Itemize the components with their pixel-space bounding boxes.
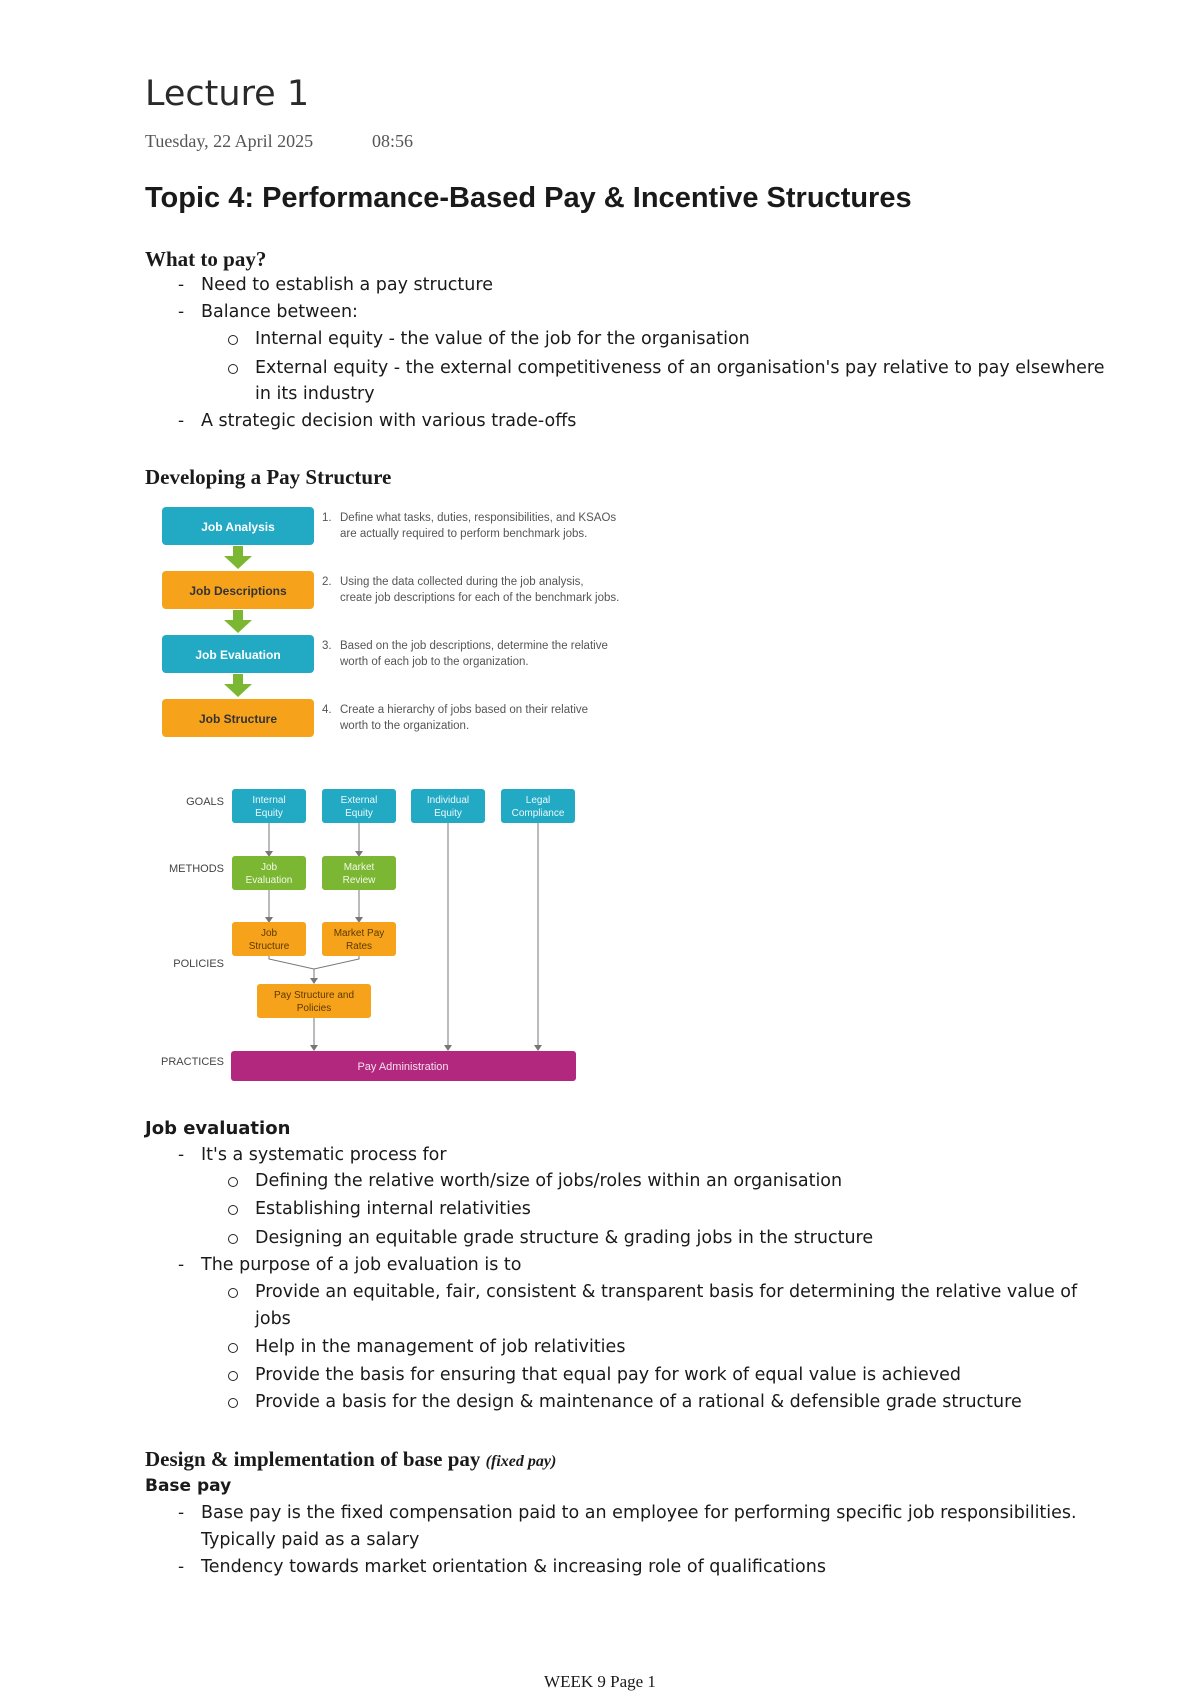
page-date: Tuesday, 22 April 2025 — [145, 131, 314, 151]
flow-step-4 — [162, 699, 588, 737]
svg-text:Market Pay: Market Pay — [333, 928, 385, 939]
base-pay-item-cont: Typically paid as a salary — [201, 1530, 420, 1550]
row-label-methods: METHODS — [169, 863, 224, 875]
svg-text:Policies: Policies — [296, 1003, 332, 1014]
what-to-pay-heading: What to pay? — [145, 247, 267, 271]
policy-market-pay-rates — [322, 922, 396, 956]
step-text: create job descriptions for each of the benchmark jobs. — [340, 592, 620, 604]
job-analysis-label: Job Analysis — [201, 520, 275, 534]
goal-legal-compliance — [501, 789, 575, 823]
pay-structure-flow-diagram — [150, 495, 670, 745]
job-eval-subitem: Designing an equitable grade structure & grading jobs in the structure — [255, 1228, 874, 1248]
what-to-pay-subitem: Internal equity - the value of the job for the organisation — [255, 329, 750, 349]
circle-bullet — [228, 1371, 238, 1381]
dash-bullet: - — [178, 411, 185, 431]
job-eval-subitem: Provide an equitable, fair, consistent & transparent basis for determining the relative value of — [255, 1282, 1078, 1302]
page-time: 08:56 — [372, 131, 414, 151]
row-label-goals: GOALS — [186, 796, 224, 808]
svg-text:Rates: Rates — [345, 941, 373, 952]
developing-heading: Developing a Pay Structure — [145, 465, 392, 489]
dash-bullet: - — [178, 1145, 185, 1165]
step-number: 2. — [322, 576, 332, 588]
job-descriptions-label: Job Descriptions — [189, 584, 287, 598]
flow-arrow — [224, 674, 252, 697]
dash-bullet: - — [178, 1255, 185, 1275]
base-pay-heading-text: Design & implementation of base pay — [145, 1447, 481, 1471]
step-text: Based on the job descriptions, determine the relative — [340, 640, 608, 652]
circle-bullet — [228, 335, 238, 345]
flow-step-2 — [162, 571, 619, 609]
svg-text:Review: Review — [342, 875, 376, 886]
circle-bullet — [228, 364, 238, 374]
step-number: 4. — [322, 704, 332, 716]
base-pay-subheading: Base pay — [145, 1476, 232, 1496]
svg-text:Equity: Equity — [255, 808, 283, 819]
step-number: 1. — [322, 512, 332, 524]
goal-internal-equity — [232, 789, 306, 823]
job-eval-subitem: Establishing internal relativities — [255, 1199, 531, 1219]
what-to-pay-item: A strategic decision with various trade-offs — [201, 411, 577, 431]
svg-text:Market: Market — [343, 862, 375, 873]
step-text: are actually required to perform benchmark jobs. — [340, 528, 588, 540]
what-to-pay-subitem-cont: in its industry — [255, 384, 375, 404]
svg-text:Job: Job — [260, 928, 278, 939]
flow-arrow — [224, 610, 252, 633]
job-eval-subitem: Defining the relative worth/size of jobs/roles within an organisation — [255, 1171, 843, 1191]
circle-bullet — [228, 1343, 238, 1353]
base-pay-heading-note: (fixed pay) — [485, 1453, 557, 1470]
dash-bullet: - — [178, 302, 185, 322]
svg-text:Pay Administration: Pay Administration — [357, 1061, 449, 1073]
dash-bullet: - — [178, 275, 185, 295]
flow-step-1 — [162, 507, 616, 545]
policy-job-structure — [232, 922, 306, 956]
job-eval-subitem: Provide a basis for the design & maintenance of a rational & defensible grade structure — [255, 1392, 1022, 1412]
topic-heading: Topic 4: Performance-Based Pay & Incentive Structures — [145, 182, 912, 214]
step-text: Using the data collected during the job analysis, — [340, 576, 584, 588]
svg-text:Equity: Equity — [434, 808, 462, 819]
step-text: Define what tasks, duties, responsibilities, and KSAOs — [340, 512, 617, 524]
svg-text:Evaluation: Evaluation — [245, 875, 293, 886]
pay-administration-bar — [231, 1051, 576, 1081]
page-title: Lecture 1 — [145, 74, 310, 114]
row-label-practices: PRACTICES — [161, 1056, 224, 1068]
flow-step-3 — [162, 635, 608, 673]
job-structure-label: Job Structure — [198, 712, 278, 726]
job-eval-subitem-cont: jobs — [255, 1309, 291, 1329]
dash-bullet: - — [178, 1503, 185, 1523]
job-eval-subitem: Help in the management of job relativities — [255, 1337, 626, 1357]
svg-text:Individual: Individual — [426, 795, 470, 806]
method-market-review — [322, 856, 396, 890]
base-pay-heading — [145, 1447, 556, 1472]
svg-text:Structure: Structure — [248, 941, 290, 952]
circle-bullet — [228, 1398, 238, 1408]
job-eval-item: The purpose of a job evaluation is to — [201, 1255, 522, 1275]
svg-text:Job: Job — [260, 862, 278, 873]
what-to-pay-item: Balance between: — [201, 302, 358, 322]
goal-external-equity — [322, 789, 396, 823]
pay-framework-diagram — [145, 775, 585, 1095]
svg-text:External: External — [340, 795, 378, 806]
flow-arrow — [224, 546, 252, 569]
svg-text:Compliance: Compliance — [511, 808, 565, 819]
step-text: worth of each job to the organization. — [340, 656, 529, 668]
step-number: 3. — [322, 640, 332, 652]
page-footer: WEEK 9 Page 1 — [544, 1672, 656, 1691]
dash-bullet: - — [178, 1557, 185, 1577]
job-eval-item: It's a systematic process for — [201, 1145, 447, 1165]
step-text: worth to the organization. — [340, 720, 470, 732]
goal-individual-equity — [411, 789, 485, 823]
job-evaluation-heading: Job evaluation — [145, 1118, 291, 1139]
svg-text:Internal: Internal — [252, 795, 286, 806]
circle-bullet — [228, 1234, 238, 1244]
job-eval-subitem: Provide the basis for ensuring that equal pay for work of equal value is achieved — [255, 1365, 961, 1385]
circle-bullet — [228, 1288, 238, 1298]
svg-text:Equity: Equity — [345, 808, 373, 819]
circle-bullet — [228, 1205, 238, 1215]
method-job-evaluation — [232, 856, 306, 890]
step-text: Create a hierarchy of jobs based on their relative — [340, 704, 589, 716]
what-to-pay-item: Need to establish a pay structure — [201, 275, 493, 295]
what-to-pay-subitem: External equity - the external competitiveness of an organisation's pay relative to pay elsewhere — [255, 358, 1105, 378]
base-pay-item: Tendency towards market orientation & increasing role of qualifications — [201, 1557, 826, 1577]
svg-text:Legal: Legal — [525, 795, 551, 806]
svg-text:Pay Structure and: Pay Structure and — [273, 990, 355, 1001]
connector-arrowheads — [265, 851, 542, 1051]
job-evaluation-label: Job Evaluation — [195, 648, 281, 662]
pay-structure-policies-box — [257, 984, 371, 1018]
circle-bullet — [228, 1177, 238, 1187]
base-pay-item: Base pay is the fixed compensation paid to an employee for performing specific job responsibilities. — [201, 1503, 1077, 1523]
row-label-policies: POLICIES — [173, 958, 224, 970]
